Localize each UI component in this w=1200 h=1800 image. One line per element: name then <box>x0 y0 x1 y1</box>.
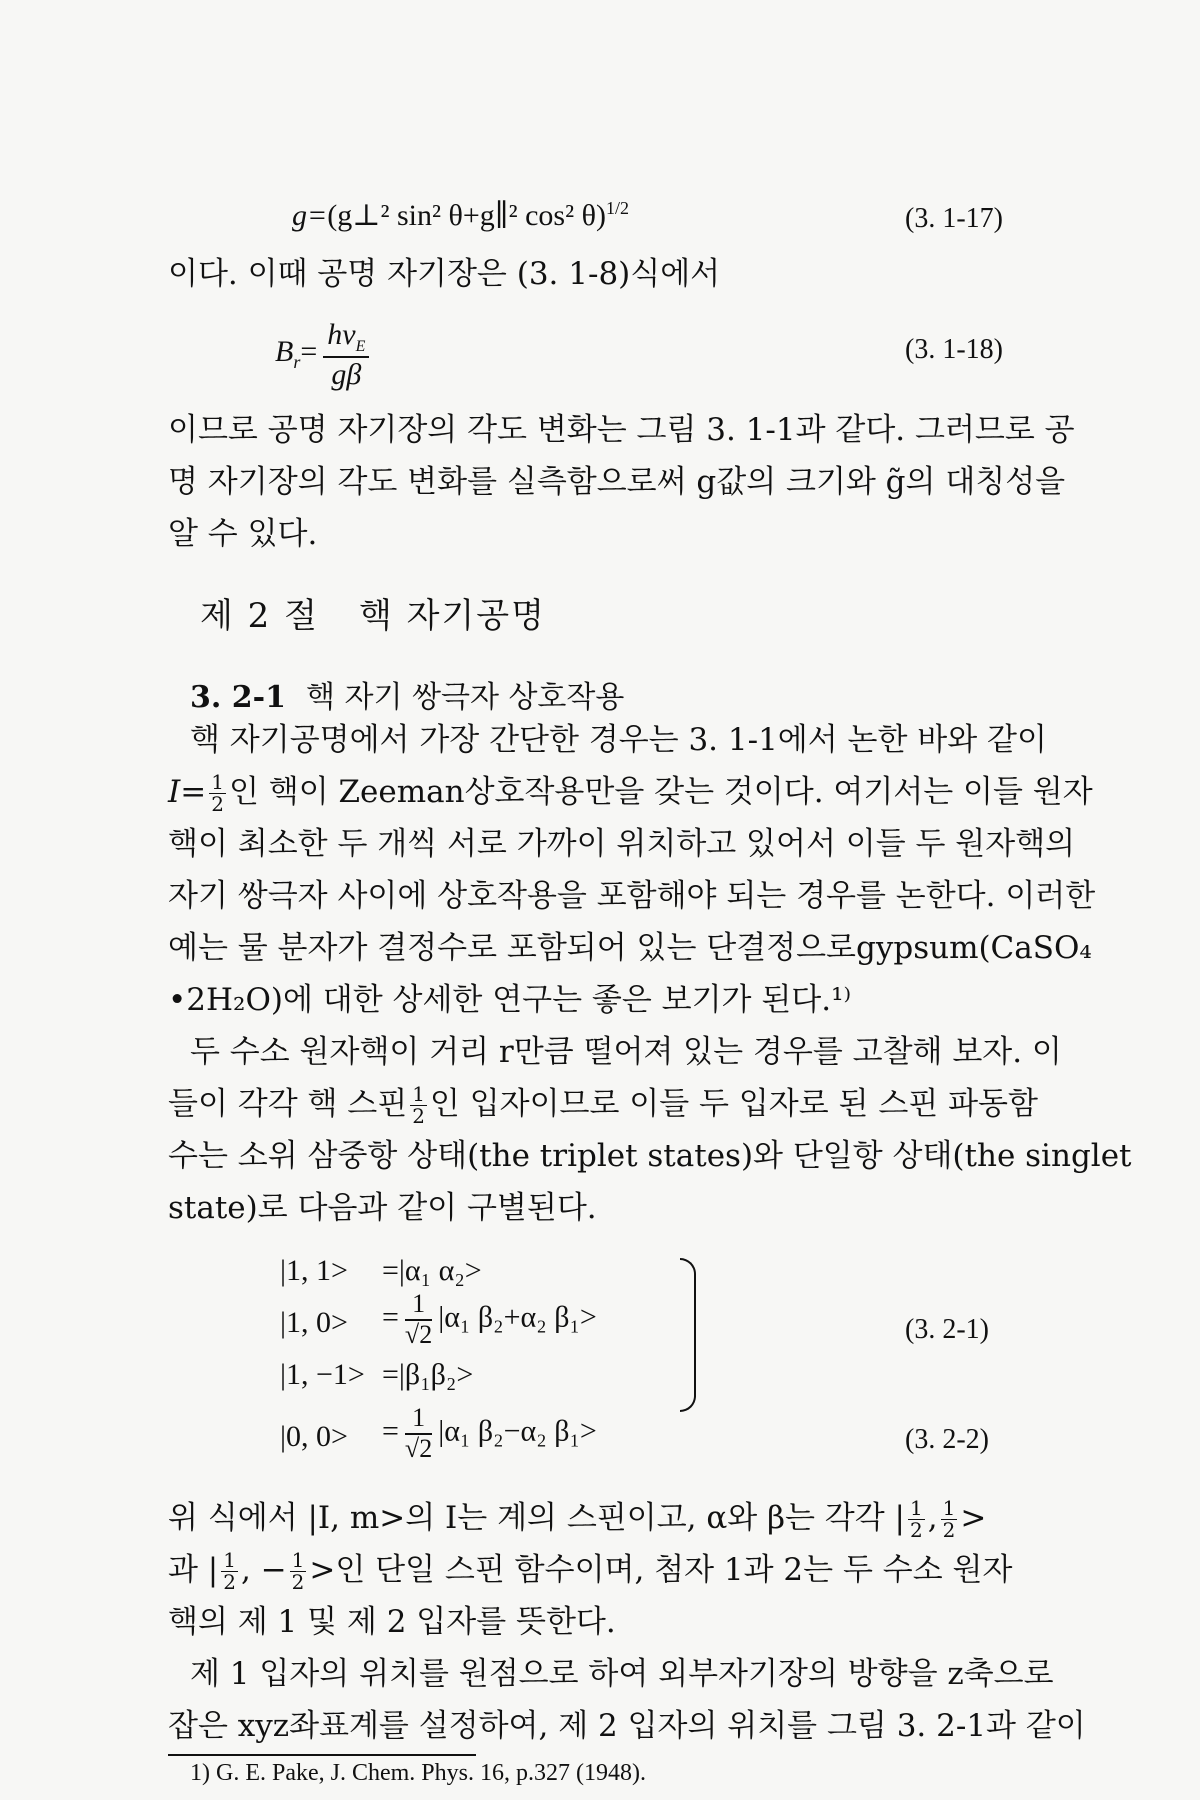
equals-sign: = <box>382 1414 399 1448</box>
fraction-numerator: hν <box>327 318 356 351</box>
footnote-divider <box>168 1754 476 1756</box>
inline-fraction <box>221 1550 238 1593</box>
ket-expression: |α₁ β₂+α₂ β₁> <box>438 1300 597 1334</box>
paragraph-line: 잡은 xyz좌표계를 설정하여, 제 2 입자의 위치를 그림 3. 2-1과 같이 <box>168 1708 1086 1744</box>
fraction-numerator: 1 <box>211 770 224 794</box>
paragraph-line: 예는 물 분자가 결정수로 포함되어 있는 단결정으로gypsum(CaSO₄ <box>168 930 1092 966</box>
paragraph-line <box>168 766 1093 818</box>
subsection-title: 핵 자기 쌍극자 상호작용 <box>305 680 625 715</box>
fraction-denominator: √2 <box>404 1319 433 1349</box>
fraction-numerator: 1 <box>405 1290 432 1321</box>
fraction-denominator: √2 <box>404 1433 433 1463</box>
paragraph-line: 이므로 공명 자기장의 각도 변화는 그림 3. 1-1과 같다. 그러므로 공 <box>168 412 1075 448</box>
text-run: , − <box>240 1552 287 1588</box>
inline-fraction <box>908 1498 925 1541</box>
text-run: >인 단일 스핀 함수이며, 첨자 1과 2는 두 수소 원자 <box>309 1552 1013 1588</box>
fraction <box>323 318 369 391</box>
subsection-number: 3. 2-1 <box>190 680 286 715</box>
inline-fraction <box>290 1550 307 1593</box>
paragraph-line <box>168 1078 1038 1130</box>
fraction-denominator: 2 <box>223 1570 236 1594</box>
section-label: 제 2 절 <box>200 596 319 636</box>
fraction-numerator: 1 <box>910 1496 923 1520</box>
fraction-denominator: 2 <box>211 792 224 816</box>
fraction-denominator: 2 <box>291 1570 305 1594</box>
text-run: 인 핵이 Zeeman상호작용만을 갖는 것이다. 여기서는 이들 원자 <box>228 774 1093 810</box>
paragraph-line: 자기 쌍극자 사이에 상호작용을 포함해야 되는 경우를 논한다. 이러한 <box>168 878 1096 914</box>
equation-3-1-18 <box>275 318 375 391</box>
ket-0-0-lhs: |0, 0> <box>280 1420 348 1453</box>
inline-fraction <box>941 1498 958 1541</box>
ket-1-minus1-lhs: |1, −1> <box>280 1358 365 1391</box>
equation-number: (3. 2-1) <box>905 1314 989 1345</box>
section-title: 핵 자기공명 <box>358 596 546 636</box>
ket-0-0-rhs <box>382 1404 597 1463</box>
equation-number: (3. 2-2) <box>905 1424 989 1455</box>
section-heading <box>200 588 546 637</box>
equation-exponent: 1/2 <box>605 198 629 218</box>
ket-expression: |α₁ β₂−α₂ β₁> <box>438 1414 597 1448</box>
fraction-numerator: 1 <box>291 1548 305 1572</box>
ket-1-1-rhs: =|α₁ α₂> <box>382 1254 482 1287</box>
ket-1-0-lhs: |1, 0> <box>280 1306 348 1339</box>
paragraph-line: 핵의 제 1 및 제 2 입자를 뜻한다. <box>168 1604 616 1640</box>
inline-fraction <box>209 772 226 815</box>
paragraph-line: state)로 다음과 같이 구별된다. <box>168 1190 597 1226</box>
equation-lhs: B <box>275 335 294 369</box>
ket-1-minus1-rhs: =|β₁β₂> <box>382 1358 474 1391</box>
fraction <box>405 1404 432 1463</box>
fraction-denominator: 2 <box>942 1518 956 1542</box>
footnote: 1) G. E. Pake, J. Chem. Phys. 16, p.327 (1948). <box>190 1760 646 1786</box>
equation-expression: (g⊥² sin² θ+g∥² cos² θ) <box>327 199 606 232</box>
paragraph-line: 두 수소 원자핵이 거리 r만큼 떨어져 있는 경우를 고찰해 보자. 이 <box>190 1034 1062 1070</box>
paragraph-line: 이다. 이때 공명 자기장은 (3. 1-8)식에서 <box>168 256 721 292</box>
paragraph-line: 명 자기장의 각도 변화를 실측함으로써 g값의 크기와 g̃의 대칭성을 <box>168 464 1066 500</box>
paragraph-line: 알 수 있다. <box>168 516 318 552</box>
inline-math: I= <box>168 774 207 810</box>
paragraph-line: 수는 소위 삼중항 상태(the triplet states)와 단일항 상태(the singlet <box>168 1138 1132 1174</box>
fraction-denominator: gβ <box>331 357 362 391</box>
paragraph-line <box>168 1544 1012 1596</box>
fraction-denominator: 2 <box>412 1104 425 1128</box>
equation-number: (3. 1-18) <box>905 334 1003 365</box>
numerator-subscript: E <box>355 338 366 355</box>
subsection-heading <box>190 672 624 716</box>
paragraph-line: 핵 자기공명에서 가장 간단한 경우는 3. 1-1에서 논한 바와 같이 <box>190 722 1047 758</box>
fraction <box>405 1290 432 1349</box>
fraction-denominator: 2 <box>910 1518 923 1542</box>
text-run: 과 | <box>168 1552 219 1588</box>
ket-1-0-rhs <box>382 1290 597 1349</box>
paragraph-line: 핵이 최소한 두 개씩 서로 가까이 위치하고 있어서 이들 두 원자핵의 <box>168 826 1076 862</box>
equals-sign: = <box>382 1300 399 1334</box>
equation-3-1-17 <box>292 198 629 233</box>
paragraph-line <box>168 1492 986 1544</box>
triplet-brace <box>680 1258 696 1412</box>
fraction-numerator: 1 <box>942 1496 956 1520</box>
text-run: , <box>927 1500 938 1536</box>
text-run: 들이 각각 핵 스핀 <box>168 1086 408 1122</box>
paragraph-line: •2H₂O)에 대한 상세한 연구는 좋은 보기가 된다.¹⁾ <box>168 982 852 1018</box>
text-run: > <box>960 1500 987 1536</box>
fraction-numerator: 1 <box>412 1082 425 1106</box>
equation-lhs: g= <box>292 199 328 232</box>
equation-lhs-subscript: r <box>293 352 301 373</box>
inline-fraction <box>410 1084 427 1127</box>
paragraph-line: 제 1 입자의 위치를 원점으로 하여 외부자기장의 방향을 z축으로 <box>190 1656 1054 1692</box>
text-run: 위 식에서 |I, m>의 I는 계의 스핀이고, α와 β는 각각 | <box>168 1500 905 1536</box>
fraction-numerator: 1 <box>223 1548 236 1572</box>
ket-1-1-lhs: |1, 1> <box>280 1254 348 1287</box>
equals-sign: = <box>300 335 318 369</box>
text-run: 인 입자이므로 이들 두 입자로 된 스핀 파동함 <box>429 1086 1038 1122</box>
fraction-numerator: 1 <box>405 1404 432 1435</box>
equation-number: (3. 1-17) <box>905 203 1003 234</box>
